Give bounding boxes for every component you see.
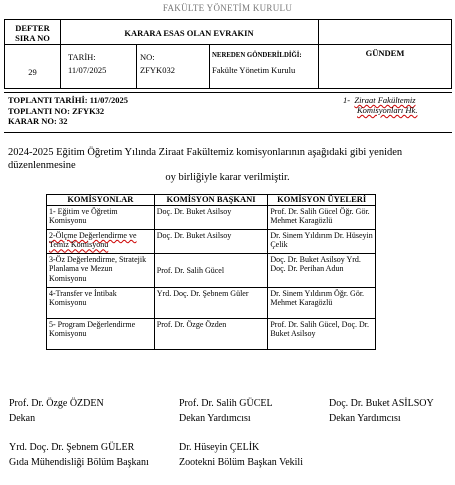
meeting-number: TOPLANTI NO: ZFYK32: [8, 105, 105, 116]
commission-members: Prof. Dr. Salih Gücel Öğr. Gör. Mehmet Karagözlü: [268, 206, 376, 230]
evrak-title: KARARA ESAS OLAN EVRAKIN: [124, 28, 254, 38]
commission-chair: Prof. Dr. Özge Özden: [154, 319, 268, 350]
commission-chair: Yrd. Doç. Dr. Şebnem Güler: [154, 288, 268, 319]
signatory-title: Dekan: [9, 413, 36, 424]
commission-chair: Prof. Dr. Salih Gücel: [154, 254, 268, 288]
column-header: KOMİSYONLAR: [47, 195, 155, 206]
commission-chair: Doç. Dr. Buket Asilsoy: [154, 230, 268, 254]
signature-block: [179, 440, 303, 470]
gundem-label: GÜNDEM: [365, 48, 405, 58]
column-header: KOMİSYON ÜYELERİ: [268, 195, 376, 206]
signatory-title: Dekan Yardımcısı: [329, 413, 401, 424]
meeting-info: [4, 92, 452, 133]
table-row: [47, 254, 376, 288]
meeting-date: TOPLANTI TARİHİ: 11/07/2025: [8, 95, 128, 105]
commission-name: 5- Program Değerlendirme Komisyonu: [47, 319, 155, 350]
column-header: KOMİSYON BAŞKANI: [154, 195, 268, 206]
table-row: [47, 230, 376, 254]
table-header-row: [47, 195, 376, 206]
document-header-box: [4, 19, 452, 89]
signatory-name: Prof. Dr. Salih GÜCEL: [179, 398, 273, 409]
no-value: ZFYK032: [140, 65, 175, 75]
tarih-label: TARİH:: [68, 52, 96, 62]
signatory-name: Dr. Hüseyin ÇELİK: [179, 442, 260, 453]
nereden-value: Fakülte Yönetim Kurulu: [212, 65, 296, 75]
signatory-title: Gıda Mühendisliği Bölüm Başkanı: [9, 457, 149, 468]
nereden-label: NEREDEN GÖNDERİLDİĞİ:: [212, 52, 302, 59]
table-row: [47, 206, 376, 230]
commission-members: Dr. Sinem Yıldırım Dr. Hüseyin Çelik: [268, 230, 376, 254]
commission-members: Doç. Dr. Buket Asilsoy Yrd. Doç. Dr. Perihan Adun: [268, 254, 376, 288]
decision-text-end: oy birliğiyle karar verilmiştir.: [165, 172, 290, 183]
commission-name: 3-Öz Değerlendirme, Stratejik Planlama ve Mezun Komisyonu: [47, 254, 155, 288]
commission-members: Prof. Dr. Salih Gücel, Doç. Dr. Buket Asilsoy: [268, 319, 376, 350]
signature-block: [9, 396, 104, 426]
commission-table: [46, 194, 376, 350]
tarih-value: 11/07/2025: [68, 65, 107, 75]
commission-name: 1- Eğitim ve Öğretim Komisyonu: [47, 206, 155, 230]
signatory-title: Zootekni Bölüm Başkan Vekili: [179, 457, 303, 468]
commission-name: 2-Ölçme Değerlendirme ve Temiz Komisyonu: [47, 230, 155, 254]
signature-block: [9, 440, 149, 470]
table-row: [47, 288, 376, 319]
no-label: NO:: [140, 52, 155, 62]
table-row: [47, 319, 376, 350]
agenda-item: 1- Ziraat Fakültemiz Komisyonları Hk.: [343, 95, 418, 115]
defter-label: DEFTER SIRA NO: [15, 23, 50, 43]
signature-block: [329, 396, 434, 426]
defter-value: 29: [28, 67, 37, 77]
commission-members: Dr. Sinem Yıldırım Öğr. Gör. Mehmet Karagözlü: [268, 288, 376, 319]
commission-chair: Doç. Dr. Buket Asilsoy: [154, 206, 268, 230]
signatory-title: Dekan Yardımcısı: [179, 413, 251, 424]
signature-block: [179, 396, 273, 426]
faculty-header: FAKÜLTE YÖNETİM KURULU: [162, 3, 293, 13]
signatory-name: Yrd. Doç. Dr. Şebnem GÜLER: [9, 442, 135, 453]
signatory-name: Prof. Dr. Özge ÖZDEN: [9, 398, 104, 409]
commission-name: 4-Transfer ve İntibak Komisyonu: [47, 288, 155, 319]
decision-number: KARAR NO: 32: [8, 116, 68, 126]
decision-text: 2024-2025 Eğitim Öğretim Yılında Ziraat Fakültemiz komisyonlarının aşağıdaki gibi yeniden düzenlenmesine: [8, 147, 403, 171]
signatory-name: Doç. Dr. Buket ASİLSOY: [329, 398, 434, 409]
